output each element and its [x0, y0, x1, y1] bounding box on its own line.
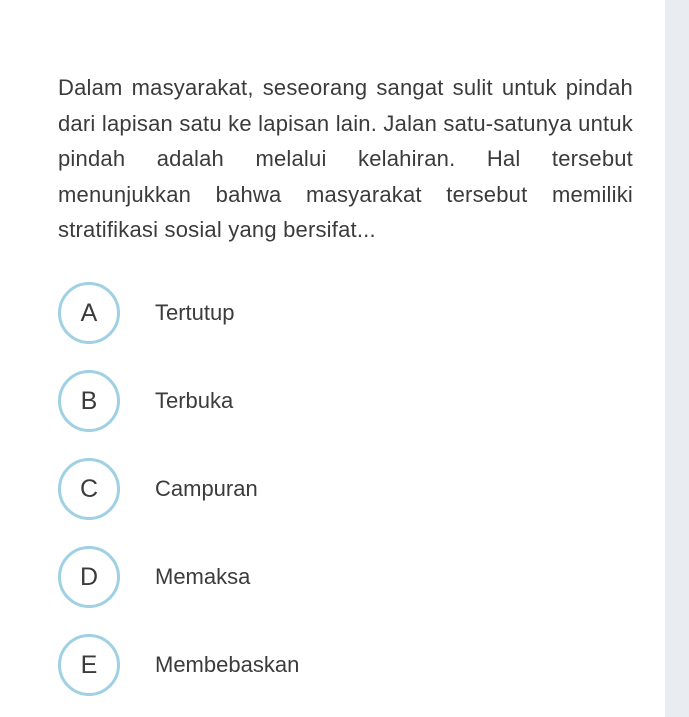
right-side-panel	[665, 0, 689, 717]
question-text: Dalam masyarakat, seseorang sangat sulit untuk pindah dari lapisan satu ke lapisan lain. Jalan satu-satunya untuk pindah adalah melalui kelahiran. Hal tersebut menunjukkan bahwa masyarakat tersebut memiliki stratifikasi sosial yang bersifat...	[58, 75, 633, 242]
option-a-label: Tertutup	[155, 300, 235, 325]
option-b-label: Terbuka	[155, 388, 234, 413]
option-a-letter: A	[80, 299, 98, 327]
option-e[interactable]	[58, 634, 598, 696]
option-b-letter: B	[80, 387, 98, 415]
option-e-label: Membebaskan	[155, 652, 300, 677]
option-c-letter: C	[79, 475, 99, 503]
option-d-letter: D	[79, 563, 99, 591]
option-c-label: Campuran	[155, 476, 258, 501]
option-c[interactable]	[58, 458, 598, 520]
option-b[interactable]	[58, 370, 598, 432]
option-e-letter: E	[80, 651, 98, 679]
option-d-label: Memaksa	[155, 564, 251, 589]
option-a[interactable]	[58, 282, 598, 344]
option-d[interactable]	[58, 546, 598, 608]
